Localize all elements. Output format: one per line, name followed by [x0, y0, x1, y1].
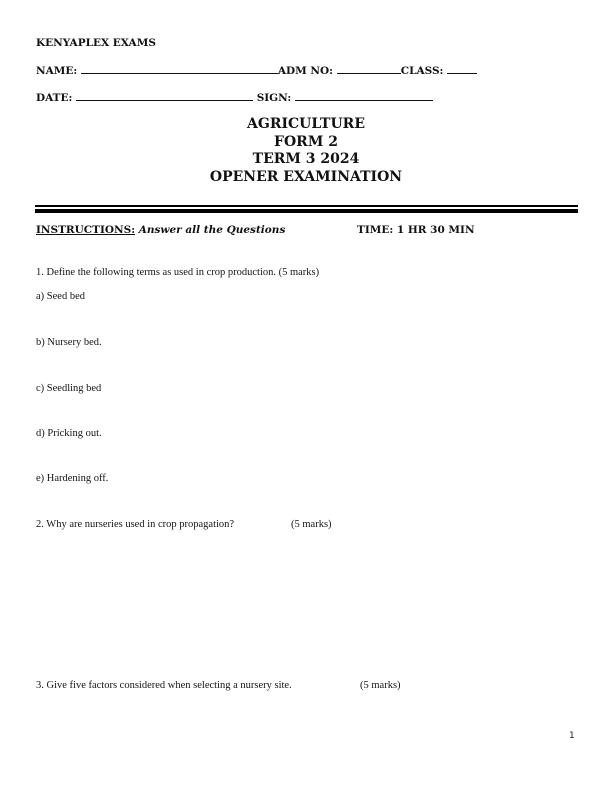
- name-label: NAME:: [36, 65, 78, 77]
- question-1-part-c: c) Seedling bed: [36, 383, 102, 394]
- class-label: CLASS:: [400, 65, 444, 77]
- divider-thin: [35, 205, 578, 207]
- name-row: [36, 63, 477, 77]
- question-1-part-e: e) Hardening off.: [36, 473, 109, 484]
- date-label: DATE:: [36, 92, 73, 104]
- question-1-part-d: d) Pricking out.: [36, 428, 102, 439]
- name-field[interactable]: [81, 63, 278, 74]
- question-1-part-a: a) Seed bed: [36, 291, 85, 302]
- question-1: 1. Define the following terms as used in crop production. (5 marks): [36, 267, 320, 278]
- page-number: 1: [569, 731, 575, 741]
- question-2: 2. Why are nurseries used in crop propagation?: [36, 519, 235, 530]
- form-title: FORM 2: [274, 133, 338, 150]
- sign-field[interactable]: [295, 90, 433, 101]
- term-title: TERM 3 2024: [252, 151, 360, 167]
- exam-type-title: OPENER EXAMINATION: [209, 168, 403, 185]
- question-1-part-b: b) Nursery bed.: [36, 337, 102, 348]
- instructions: [36, 224, 285, 236]
- exam-title: [0, 116, 612, 186]
- sign-label: SIGN:: [256, 92, 292, 104]
- date-row: [36, 90, 433, 104]
- date-field[interactable]: [76, 90, 253, 101]
- subject-title: AGRICULTURE: [247, 116, 365, 132]
- instructions-label: INSTRUCTIONS:: [36, 224, 136, 236]
- question-3: 3. Give five factors considered when selecting a nursery site.: [36, 680, 292, 691]
- adm-field[interactable]: [337, 63, 401, 74]
- adm-label: ADM NO:: [277, 65, 334, 77]
- question-3-marks: (5 marks): [360, 680, 401, 691]
- question-2-marks: (5 marks): [291, 519, 332, 530]
- school-name: KENYAPLEX EXAMS: [36, 37, 156, 49]
- divider-thick: [35, 209, 578, 214]
- class-field[interactable]: [447, 63, 477, 74]
- exam-time: TIME: 1 HR 30 MIN: [357, 224, 475, 236]
- instructions-text: Answer all the Questions: [138, 224, 286, 236]
